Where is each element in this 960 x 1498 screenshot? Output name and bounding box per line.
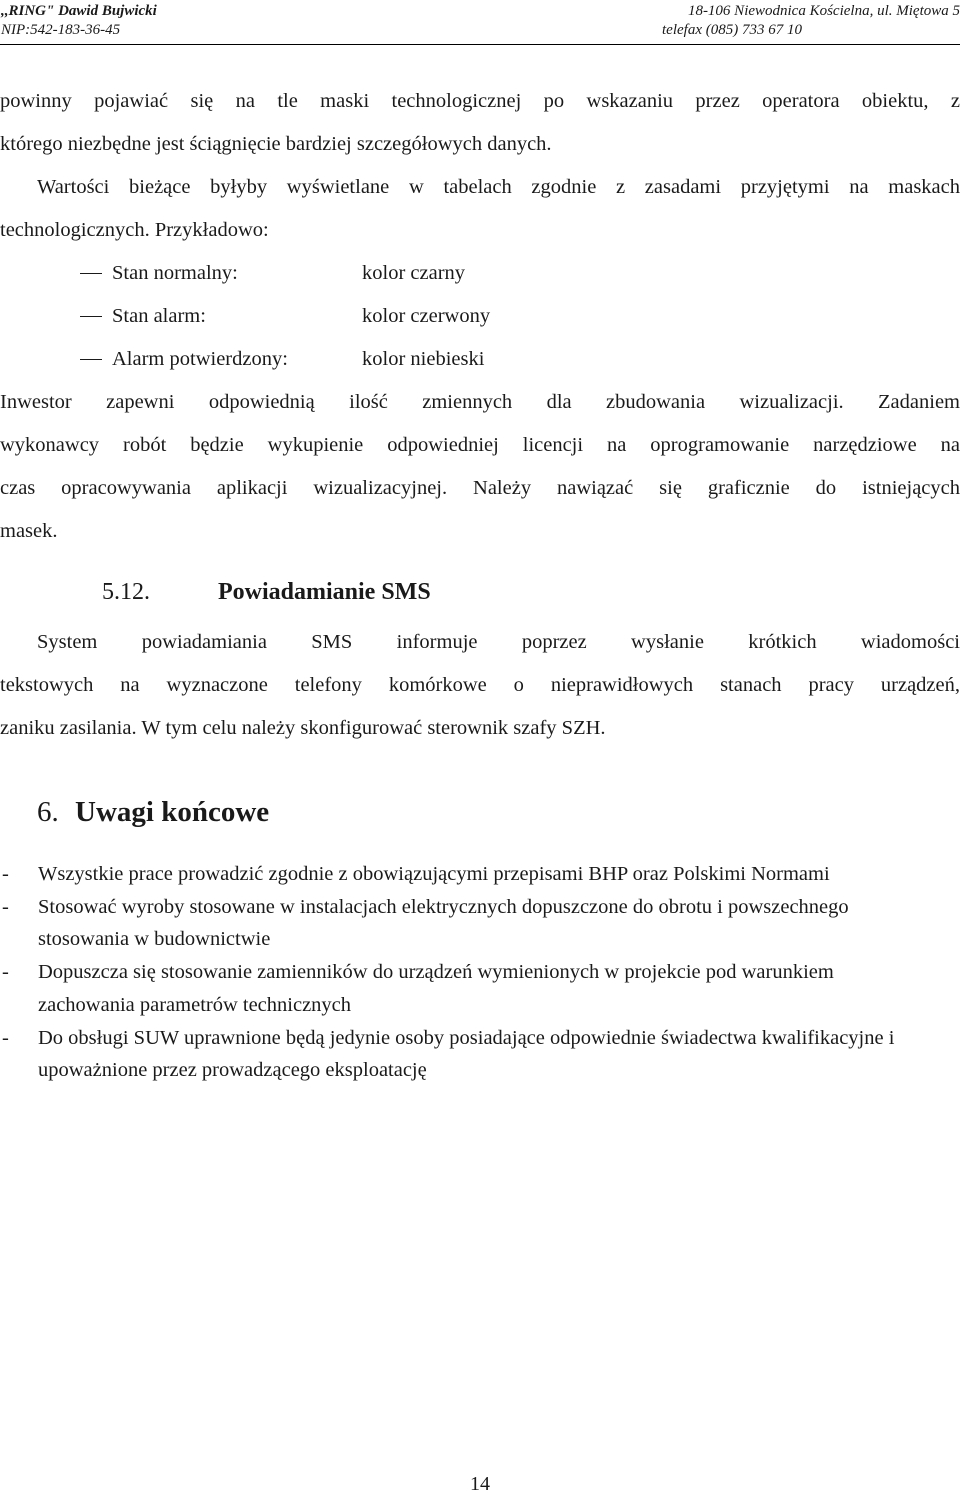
- list-item: [0, 338, 960, 381]
- list-item: [0, 1022, 960, 1087]
- hyphen-bullet: -: [2, 961, 9, 984]
- investor-paragraph: [0, 381, 960, 553]
- company-name: ,,RING" Dawid Bujwicki: [1, 3, 157, 19]
- list-item: [0, 891, 960, 956]
- company-address: 18-106 Niewodnica Kościelna, ul. Miętowa 5: [687, 3, 960, 19]
- section-title: Powiadamianie SMS: [218, 579, 431, 605]
- paragraph-line: tekstowych na wyznaczone telefony komórkowe o nieprawidłowych stanach pracy urządzeń,: [0, 674, 960, 696]
- state-name: Alarm potwierdzony:: [112, 348, 288, 370]
- section-number: 5.12.: [102, 579, 150, 605]
- sms-paragraph: [0, 621, 960, 750]
- company-phone: telefax (085) 733 67 10: [662, 22, 802, 38]
- state-color: kolor czarny: [362, 262, 466, 284]
- paragraph-line: masek.: [0, 520, 58, 542]
- paragraph-line: zaniku zasilania. W tym celu należy skonfigurować sterownik szafy SZH.: [0, 717, 606, 739]
- list-item: [0, 252, 960, 295]
- remark-text: Do obsługi SUW uprawnione będą jedynie osoby posiadające odpowiednie świadectwa kwalifikacyjne i upoważnione przez prowadzącego eksploatację: [38, 1026, 895, 1082]
- state-name: Stan alarm:: [112, 305, 206, 327]
- paragraph-line: powinny pojawiać się na tle maski technologicznej po wskazaniu przez operatora obiektu, z: [0, 90, 960, 112]
- intro-paragraph: [0, 80, 960, 166]
- page-header: [0, 0, 960, 46]
- hyphen-bullet: -: [2, 863, 9, 885]
- list-item: [0, 858, 960, 891]
- list-item: [0, 295, 960, 338]
- hyphen-bullet: -: [2, 1026, 9, 1049]
- company-nip: NIP:542-183-36-45: [1, 22, 121, 38]
- section-number: 6.: [37, 796, 59, 828]
- page-number: 14: [470, 1473, 490, 1495]
- final-remarks-list: [0, 858, 960, 1087]
- remark-text: Dopuszcza się stosowanie zamienników do urządzeń wymienionych w projekcie pod warunkiem zachowania parametrów technicznych: [38, 961, 834, 1016]
- paragraph-line: Wartości bieżące byłyby wyświetlane w tabelach zgodnie z zasadami przyjętymi na maskach: [37, 176, 960, 198]
- remark-text: Stosować wyroby stosowane w instalacjach elektrycznych dopuszczone do obrotu i powszechnego stosowania w budownictwie: [38, 895, 849, 951]
- document-body: [0, 80, 960, 1087]
- header-divider: [0, 44, 960, 45]
- section-heading-6: [0, 784, 960, 840]
- state-name: Stan normalny:: [112, 262, 238, 284]
- section-heading-5-12: [0, 563, 960, 621]
- dash-bullet: [80, 273, 102, 274]
- remark-text: Wszystkie prace prowadzić zgodnie z obowiązującymi przepisami BHP oraz Polskimi Normami: [38, 863, 830, 885]
- list-item: [0, 956, 960, 1021]
- paragraph-line: czas opracowywania aplikacji wizualizacyjnej. Należy nawiązać się graficznie do istniejących: [0, 477, 960, 499]
- paragraph-line: System powiadamiania SMS informuje poprzez wysłanie krótkich wiadomości: [37, 631, 960, 653]
- values-paragraph: [0, 166, 960, 252]
- paragraph-line: technologicznych. Przykładowo:: [0, 219, 269, 241]
- state-color: kolor czerwony: [362, 305, 491, 327]
- state-color: kolor niebieski: [362, 348, 485, 370]
- paragraph-line: Inwestor zapewni odpowiednią ilość zmiennych dla zbudowania wizualizacji. Zadaniem: [0, 391, 960, 413]
- dash-bullet: [80, 316, 102, 317]
- hyphen-bullet: -: [2, 895, 9, 918]
- state-color-list: [0, 252, 960, 381]
- dash-bullet: [80, 359, 102, 360]
- paragraph-line: którego niezbędne jest ściągnięcie bardziej szczegółowych danych.: [0, 133, 552, 155]
- section-title: Uwagi końcowe: [75, 796, 270, 828]
- paragraph-line: wykonawcy robót będzie wykupienie odpowiedniej licencji na oprogramowanie narzędziowe na: [0, 434, 960, 456]
